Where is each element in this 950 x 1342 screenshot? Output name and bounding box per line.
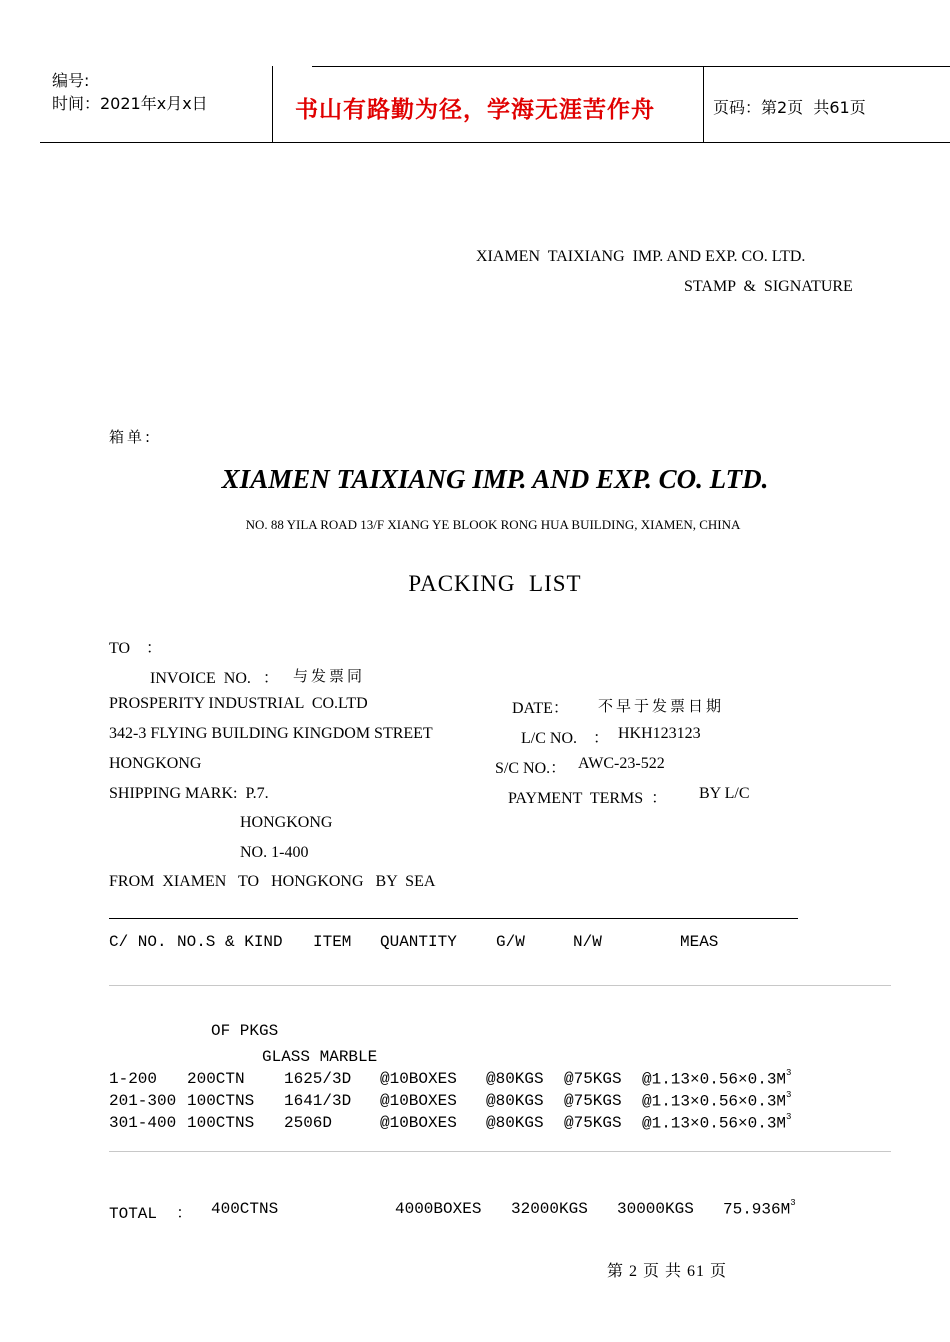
payment-value: BY L/C — [699, 785, 750, 802]
col-header-gw: G/W — [496, 933, 525, 951]
header-time-label: 时间：2021年x月x日 — [52, 94, 208, 113]
row-2-pkgs: 100CTNS — [187, 1092, 255, 1110]
document-title: PACKING LIST — [408, 571, 582, 596]
lc-label: L/C NO. ： — [521, 730, 610, 747]
row-2-gw: @80KGS — [486, 1092, 544, 1110]
total-gw: 32000KGS — [511, 1200, 588, 1218]
consignee-city: HONGKONG — [109, 755, 202, 772]
row-1-pkgs: 200CTN — [187, 1070, 245, 1088]
header-page-code: 页码：第2页 共61页 — [713, 98, 866, 117]
sc-label: S/C NO.： — [495, 760, 567, 777]
total-meas-value: 75.936M — [723, 1200, 791, 1219]
sc-value: AWC-23-522 — [578, 755, 665, 772]
date-value: 不早于发票日期 — [598, 697, 725, 715]
col-header-c-no: C/ NO. — [109, 933, 167, 951]
date-label: DATE： — [512, 700, 569, 717]
row-1-nw: @75KGS — [564, 1070, 622, 1088]
invoice-value: 与发票同 — [293, 667, 366, 685]
col-header-nw: N/W — [573, 933, 602, 951]
total-meas-exponent: 3 — [790, 1198, 796, 1208]
row-3-meas — [642, 1114, 791, 1132]
row-3-meas-exponent: 3 — [786, 1112, 792, 1122]
section-label: 箱单: — [109, 428, 154, 446]
product-name: GLASS MARBLE — [262, 1048, 378, 1066]
row-2-nw: @75KGS — [564, 1092, 622, 1110]
row-2-c-no: 201-300 — [109, 1092, 177, 1110]
row-1-meas — [642, 1070, 791, 1088]
row-3-meas-value: @1.13×0.56×0.3M — [642, 1114, 787, 1133]
company-name: XIAMEN TAIXIANG IMP. AND EXP. CO. LTD. — [221, 464, 769, 494]
footer-page-number: 第 2 页 共 61 页 — [607, 1263, 728, 1280]
row-3-pkgs: 100CTNS — [187, 1114, 255, 1132]
row-1-meas-value: @1.13×0.56×0.3M — [642, 1070, 787, 1089]
lc-value: HKH123123 — [618, 725, 701, 742]
stamp-signature-label: STAMP & SIGNATURE — [684, 278, 853, 295]
table-body-rule — [109, 1151, 891, 1152]
row-3-c-no: 301-400 — [109, 1114, 177, 1132]
header-number-label: 编号: — [52, 71, 90, 90]
table-top-rule — [109, 918, 798, 919]
header-bottom-rule — [40, 142, 950, 143]
col-header-item: ITEM — [313, 933, 352, 951]
total-label: TOTAL ： — [109, 1205, 193, 1223]
stamp-company: XIAMEN TAIXIANG IMP. AND EXP. CO. LTD. — [476, 248, 806, 265]
row-2-quantity: @10BOXES — [380, 1092, 457, 1110]
header-divider-left — [272, 66, 273, 143]
row-3-quantity: @10BOXES — [380, 1114, 457, 1132]
header-motto: 书山有路勤为径，学海无涯苦作舟 — [295, 97, 655, 123]
consignee-address: 342-3 FLYING BUILDING KINGDOM STREET — [109, 725, 433, 742]
col-header-quantity: QUANTITY — [380, 933, 457, 951]
row-1-gw: @80KGS — [486, 1070, 544, 1088]
payment-label: PAYMENT TERMS ： — [508, 790, 668, 807]
row-1-meas-exponent: 3 — [786, 1068, 792, 1078]
row-1-quantity: @10BOXES — [380, 1070, 457, 1088]
row-1-c-no: 1-200 — [109, 1070, 158, 1088]
table-header-rule — [109, 985, 891, 986]
total-pkgs: 400CTNS — [211, 1200, 279, 1218]
row-3-gw: @80KGS — [486, 1114, 544, 1132]
col-header-no-kind: NO.S & KIND — [177, 933, 283, 951]
route: FROM XIAMEN TO HONGKONG BY SEA — [109, 873, 436, 890]
col-subheader-of-pkgs: OF PKGS — [211, 1022, 279, 1040]
consignee-name: PROSPERITY INDUSTRIAL CO.LTD — [109, 695, 368, 712]
shipping-mark-line2: HONGKONG — [240, 814, 333, 831]
to-label: TO ： — [109, 640, 163, 657]
total-meas — [723, 1200, 796, 1218]
company-address: NO. 88 YILA ROAD 13/F XIANG YE BLOOK RONG HUA BUILDING, XIAMEN, CHINA — [245, 517, 741, 532]
invoice-label: INVOICE NO. ： — [150, 670, 279, 687]
shipping-mark-line3: NO. 1-400 — [240, 844, 309, 861]
row-2-meas-exponent: 3 — [786, 1090, 792, 1100]
col-header-meas: MEAS — [680, 933, 719, 951]
total-quantity: 4000BOXES — [395, 1200, 482, 1218]
row-3-item: 2506D — [284, 1114, 333, 1132]
page-header — [40, 66, 950, 143]
row-2-meas-value: @1.13×0.56×0.3M — [642, 1092, 787, 1111]
header-top-rule — [312, 66, 950, 67]
row-3-nw: @75KGS — [564, 1114, 622, 1132]
header-divider-right — [703, 66, 704, 143]
row-2-meas — [642, 1092, 791, 1110]
shipping-mark-label: SHIPPING MARK: P.7. — [109, 785, 269, 802]
row-1-item: 1625/3D — [284, 1070, 352, 1088]
row-2-item: 1641/3D — [284, 1092, 352, 1110]
total-nw: 30000KGS — [617, 1200, 694, 1218]
